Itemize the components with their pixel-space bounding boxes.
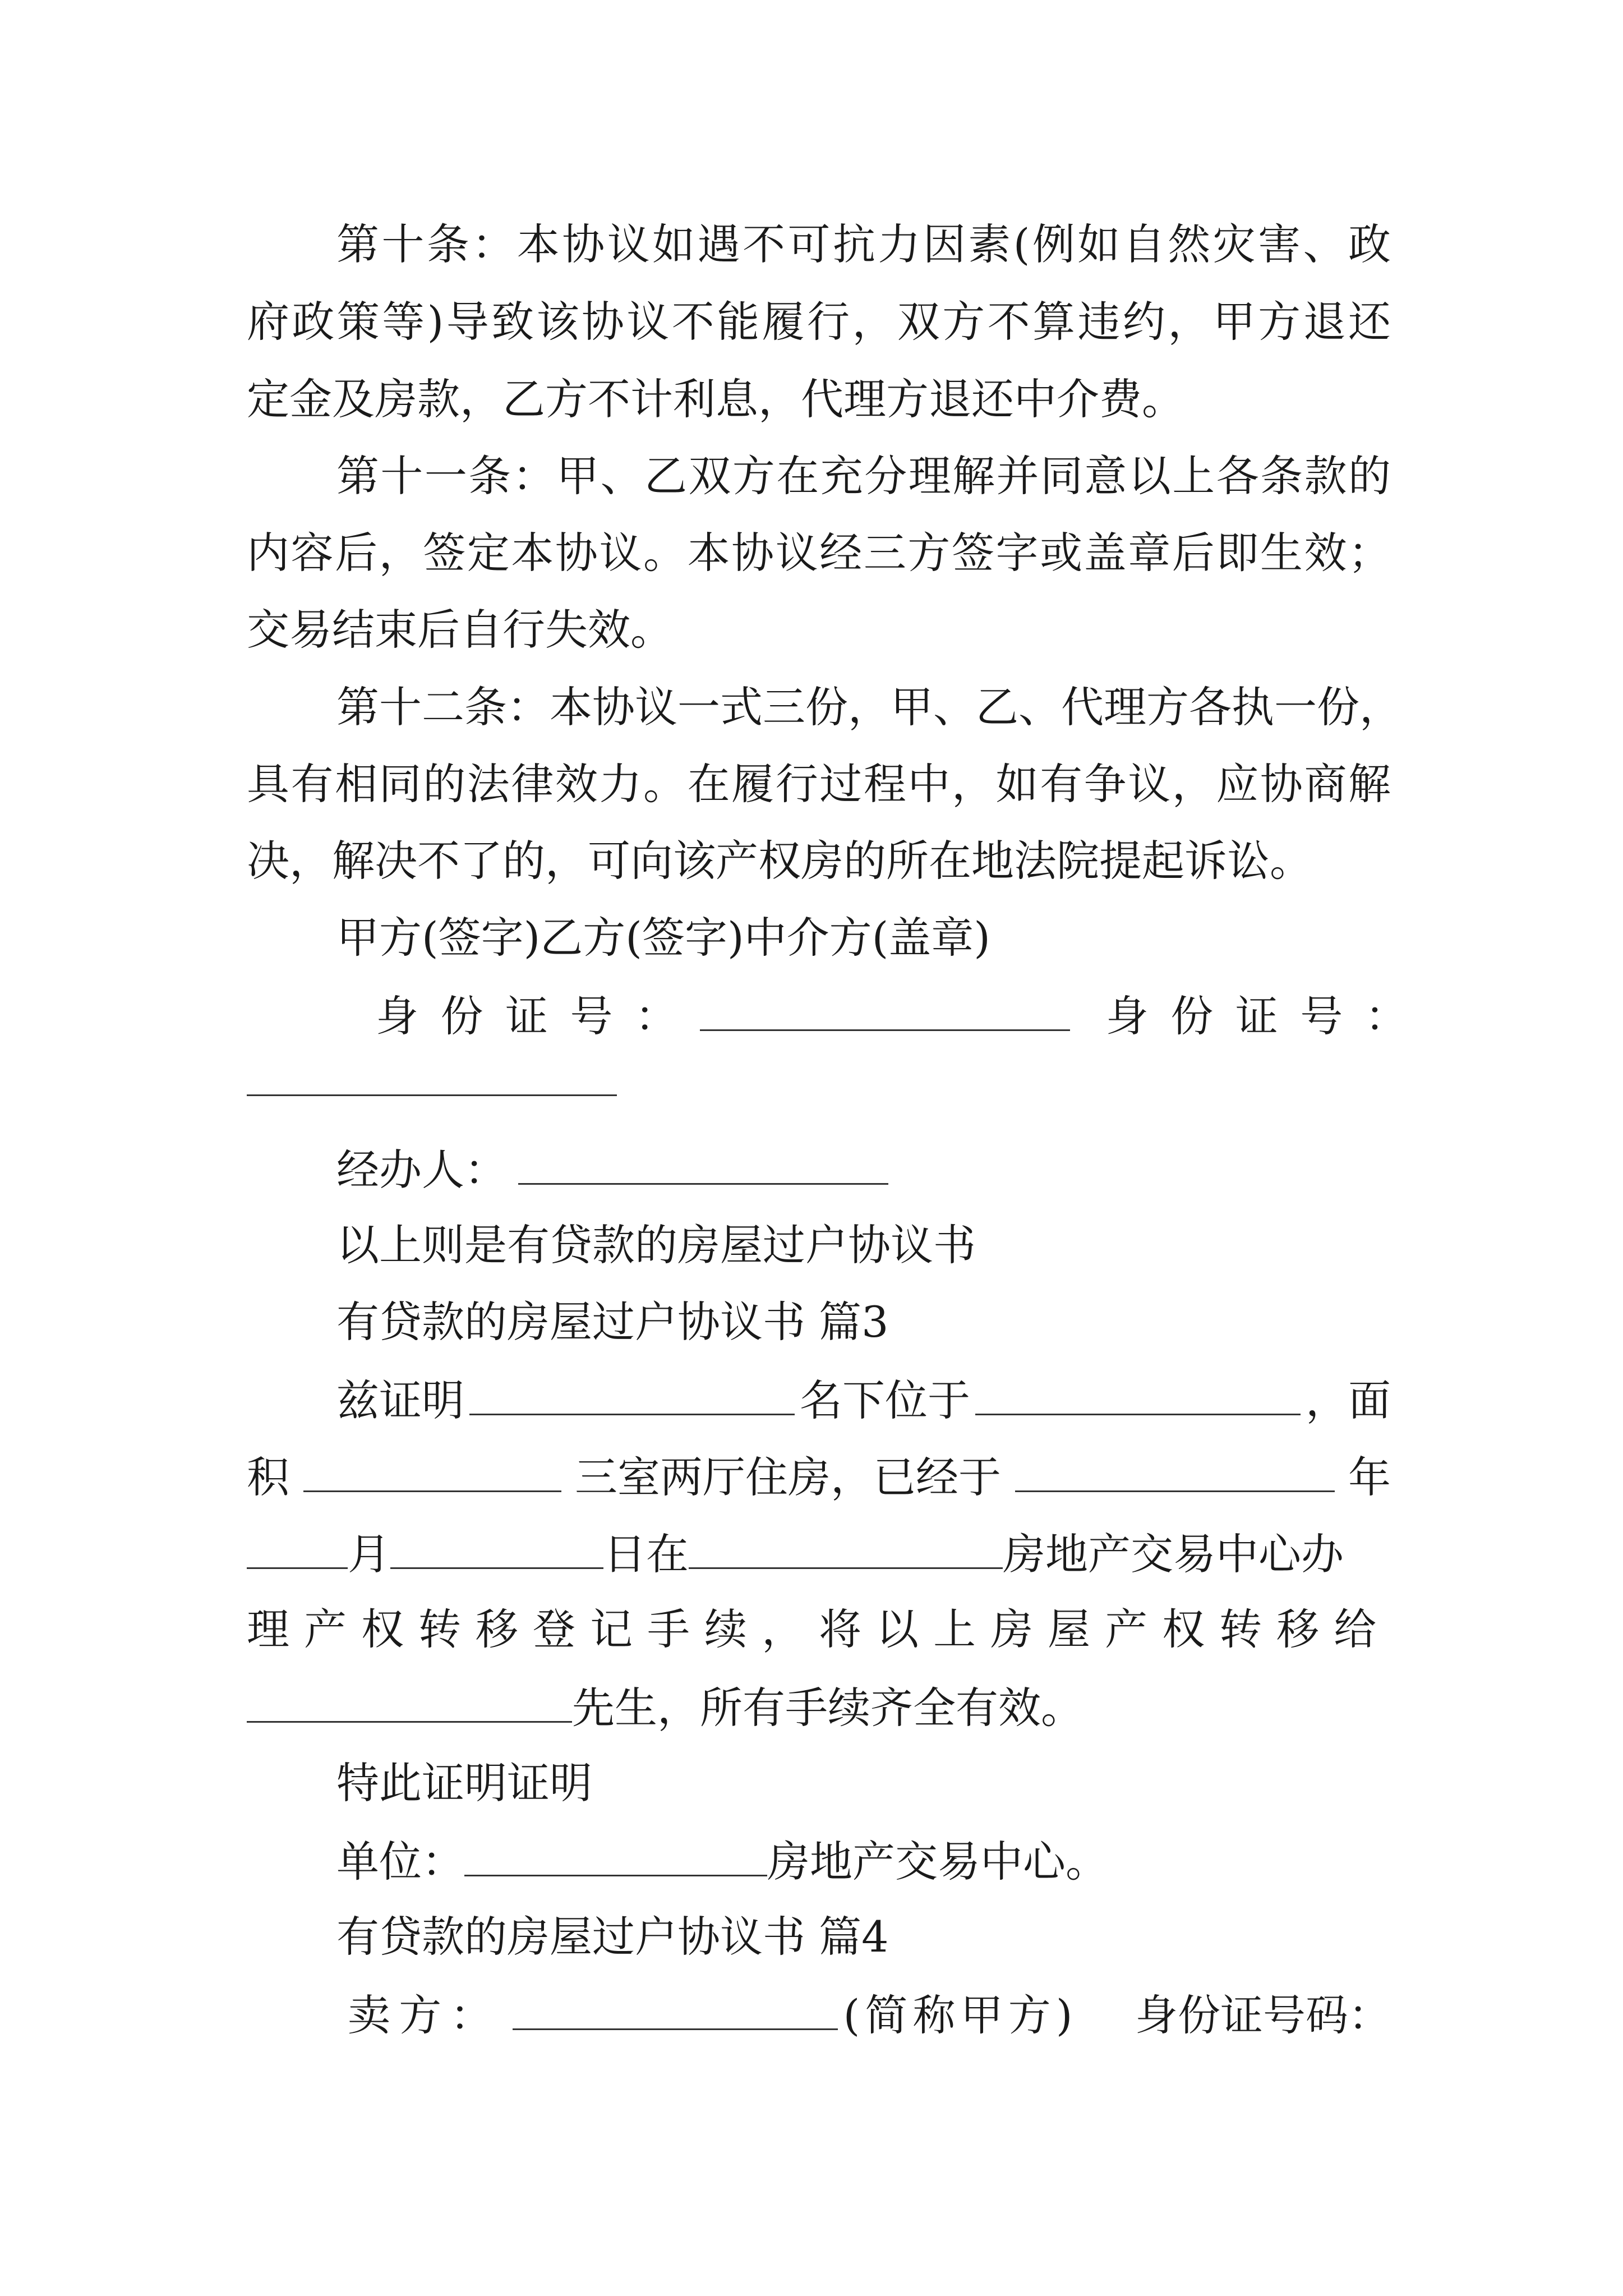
cert-text-1c: ，面	[1306, 1375, 1391, 1425]
article-12-line-2: 具有相同的法律效力。在履行过程中，如有争议，应协商解	[247, 759, 1391, 809]
cert-text-2a: 积	[247, 1452, 289, 1502]
article-11-line-3: 交易结束后自行失效。	[247, 605, 673, 655]
article-11-line-1: 第十一条：甲、乙双方在充分理解并同意以上各条款的	[336, 451, 1391, 501]
seller-name-blank[interactable]	[513, 1987, 838, 2030]
article-10-line-2: 府政策等)导致该协议不能履行，双方不算违约，甲方退还	[247, 297, 1391, 347]
cert-text-3a: 月	[348, 1529, 390, 1579]
signature-parties: 甲方(签字)乙方(签字)中介方(盖章)	[336, 913, 990, 963]
article-12-line-3: 决，解决不了的，可向该产权房的所在地法院提起诉讼。	[247, 836, 1312, 886]
cert-text-3b: 日在	[603, 1529, 689, 1579]
owner-name-blank[interactable]	[469, 1372, 795, 1415]
seller-row	[348, 1987, 1391, 2041]
cert-text-5: 先生，所有手续齐全有效。	[572, 1683, 1083, 1733]
recipient-blank[interactable]	[247, 1680, 572, 1723]
location-blank[interactable]	[975, 1372, 1301, 1415]
certificate-line-3	[247, 1526, 1391, 1580]
agent-label: 经办人：	[336, 1145, 507, 1195]
closing-note: 以上则是有贷款的房屋过户协议书	[336, 1220, 976, 1270]
id-number-blank-a[interactable]	[700, 988, 1070, 1031]
cert-text-2b: 三室两厅住房，已经于	[575, 1452, 1001, 1502]
cert-text-3c: 房地产交易中心办	[1003, 1529, 1344, 1579]
id-number-blank-b[interactable]	[247, 1055, 617, 1096]
unit-suffix: 房地产交易中心。	[767, 1837, 1108, 1887]
id-number-label-b: 身份证号：	[1105, 991, 1430, 1041]
certificate-line-5	[247, 1680, 1391, 1733]
special-certification: 特此证明证明	[336, 1758, 592, 1808]
seller-label: 卖方：	[348, 1990, 501, 2040]
id-number-label-a: 身份证号：	[376, 991, 700, 1041]
cert-text-1a: 兹证明	[336, 1375, 464, 1425]
article-10-line-3: 定金及房款，乙方不计利息，代理方退还中介费。	[247, 374, 1184, 424]
id-number-continuation	[247, 1055, 1391, 1099]
article-10-line-1: 第十条：本协议如遇不可抗力因素(例如自然灾害、政	[336, 219, 1391, 269]
day-blank[interactable]	[390, 1526, 603, 1569]
unit-blank[interactable]	[464, 1833, 767, 1876]
seller-id-label: 身份证号码：	[1135, 1990, 1391, 2040]
certificate-line-4: 理产权转移登记手续，将以上房屋产权转移给	[247, 1604, 1391, 1654]
certificate-line-2	[247, 1449, 1391, 1503]
seller-suffix: (简称甲方)	[843, 1990, 1078, 2040]
trade-center-blank[interactable]	[689, 1526, 1003, 1569]
agent-blank[interactable]	[518, 1142, 888, 1185]
article-11-line-2: 内容后，签定本协议。本协议经三方签字或盖章后即生效；	[247, 528, 1391, 578]
certificate-line-1	[336, 1372, 1391, 1426]
id-number-row	[376, 988, 1430, 1042]
area-blank[interactable]	[303, 1449, 561, 1492]
unit-label: 单位：	[336, 1837, 464, 1887]
month-blank[interactable]	[247, 1526, 348, 1569]
section-4-heading: 有贷款的房屋过户协议书 篇4	[336, 1912, 889, 1962]
cert-text-2c: 年	[1348, 1452, 1391, 1502]
agent-row	[336, 1142, 1391, 1195]
cert-text-1b: 名下位于	[800, 1375, 970, 1425]
year-blank[interactable]	[1015, 1449, 1335, 1492]
unit-row	[336, 1833, 1391, 1887]
section-3-heading: 有贷款的房屋过户协议书 篇3	[336, 1297, 889, 1347]
article-12-line-1: 第十二条：本协议一式三份，甲、乙、代理方各执一份，	[336, 682, 1402, 732]
